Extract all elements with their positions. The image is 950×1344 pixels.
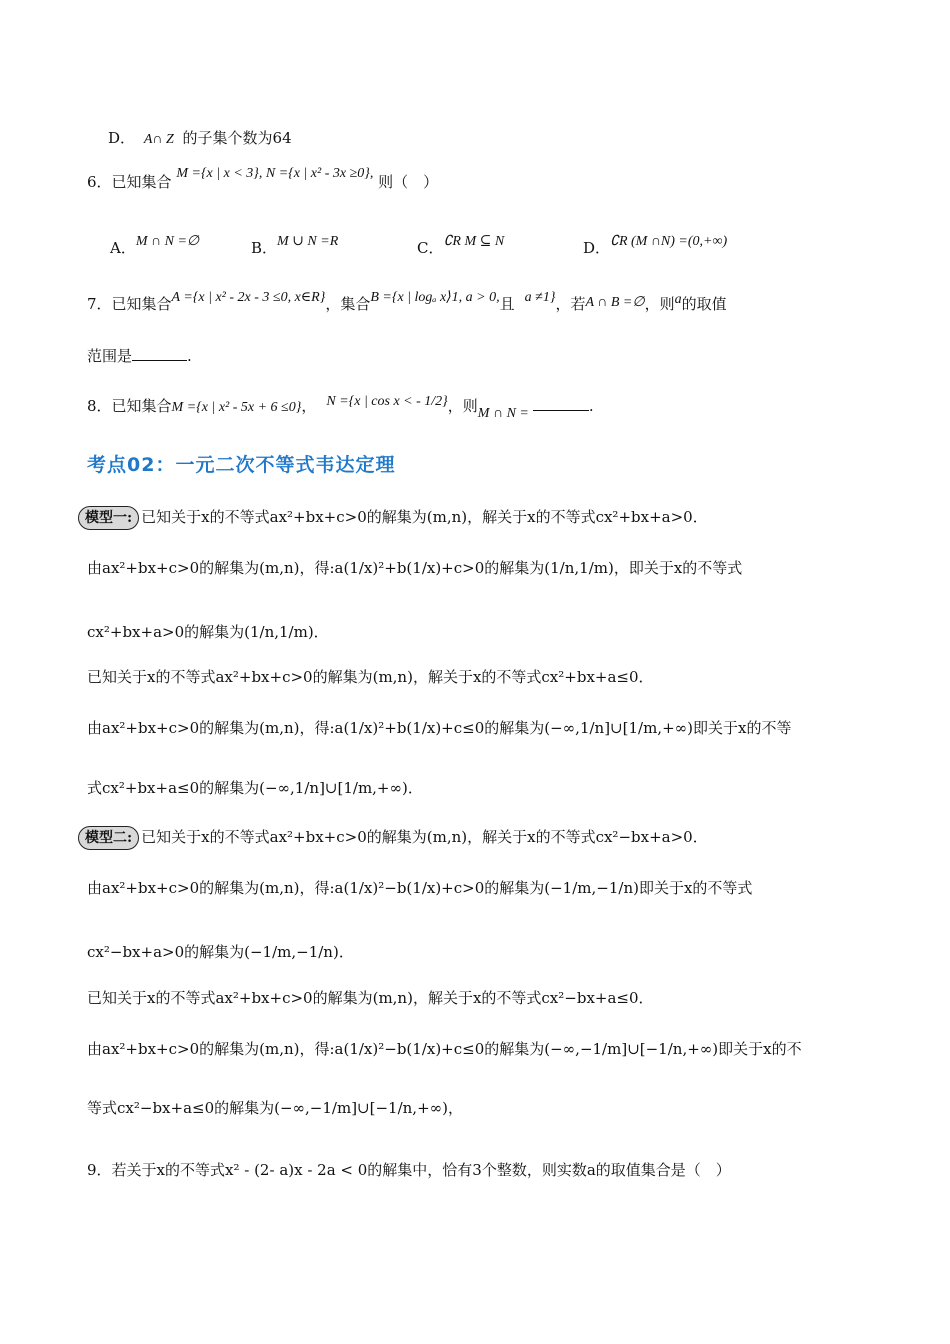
question-7: 7．已知集合A ={x | x² - 2x - 3 ≤0, x∈R}，集合B ={x | logₐ x⟩1, a > 0,且 a ≠1}，若A ∩ B =∅，则a的取值 <box>87 290 727 313</box>
model1-line2: 由ax²+bx+c>0的解集为(m,n)，得:a(1/x)²+b(1/x)+c>0的解集为(1/n,1/m)，即关于x的不等式 <box>87 559 743 577</box>
model1-line5: 由ax²+bx+c>0的解集为(m,n)，得:a(1/x)²+b(1/x)+c≤0的解集为(−∞,1/n]∪[1/m,+∞)即关于x的不等 <box>87 719 792 737</box>
question-8: 8．已知集合M ={x | x² - 5x + 6 ≤0}， N ={x | cos x < - 1/2}，则M ∩ N = . <box>87 394 594 421</box>
answer-blank[interactable] <box>132 348 187 361</box>
model2-line1: 模型二: 已知关于x的不等式ax²+bx+c>0的解集为(m,n)，解关于x的不等式cx²−bx+a>0． <box>78 826 890 850</box>
q6-option-b: B．M ∪ N =R <box>251 234 339 257</box>
model2-line3: cx²−bx+a>0的解集为(−1/m,−1/n)． <box>87 943 354 961</box>
model1-badge: 模型一: <box>78 506 139 530</box>
q6-option-c: C．∁R M ⊆ N <box>417 234 505 257</box>
model2-line5: 由ax²+bx+c>0的解集为(m,n)，得:a(1/x)²−b(1/x)+c≤0的解集为(−∞,−1/m]∪[−1/n,+∞)即关于x的不 <box>87 1040 802 1058</box>
model1-line1: 模型一: 已知关于x的不等式ax²+bx+c>0的解集为(m,n)，解关于x的不等式cx²+bx+a>0． <box>78 506 890 530</box>
model2-line6: 等式cx²−bx+a≤0的解集为(−∞,−1/m]∪[−1/n,+∞)， <box>87 1099 463 1117</box>
q6-option-a: A．M ∩ N =∅ <box>110 234 200 257</box>
question-9: 9．若关于x的不等式x² - (2- a)x - 2a < 0的解集中，恰有3个整数，则实数a的取值集合是（ ） <box>87 1161 731 1179</box>
model1-line4: 已知关于x的不等式ax²+bx+c>0的解集为(m,n)，解关于x的不等式cx²+bx+a≤0． <box>87 668 654 686</box>
model1-line6: 式cx²+bx+a≤0的解集为(−∞,1/n]∪[1/m,+∞)． <box>87 779 423 797</box>
model1-line3: cx²+bx+a>0的解集为(1/n,1/m)． <box>87 623 329 641</box>
model2-line4: 已知关于x的不等式ax²+bx+c>0的解集为(m,n)，解关于x的不等式cx²−bx+a≤0． <box>87 989 654 1007</box>
q6-option-d: D．∁R (M ∩N) =(0,+∞) <box>583 234 728 257</box>
q5-option-d: D． A∩ Z 的子集个数为64 <box>108 129 292 147</box>
question-6: 6．已知集合 M ={x | x < 3}, N ={x | x² - 3x ≥0}, 则（ ） <box>87 166 439 191</box>
question-7-line2: 范围是 . <box>87 347 192 365</box>
model2-badge: 模型二: <box>78 826 139 850</box>
model2-line2: 由ax²+bx+c>0的解集为(m,n)，得:a(1/x)²−b(1/x)+c>0的解集为(−1/m,−1/n)即关于x的不等式 <box>87 879 753 897</box>
section-heading: 考点02：一元二次不等式韦达定理 <box>87 454 396 476</box>
answer-blank[interactable] <box>533 398 589 411</box>
